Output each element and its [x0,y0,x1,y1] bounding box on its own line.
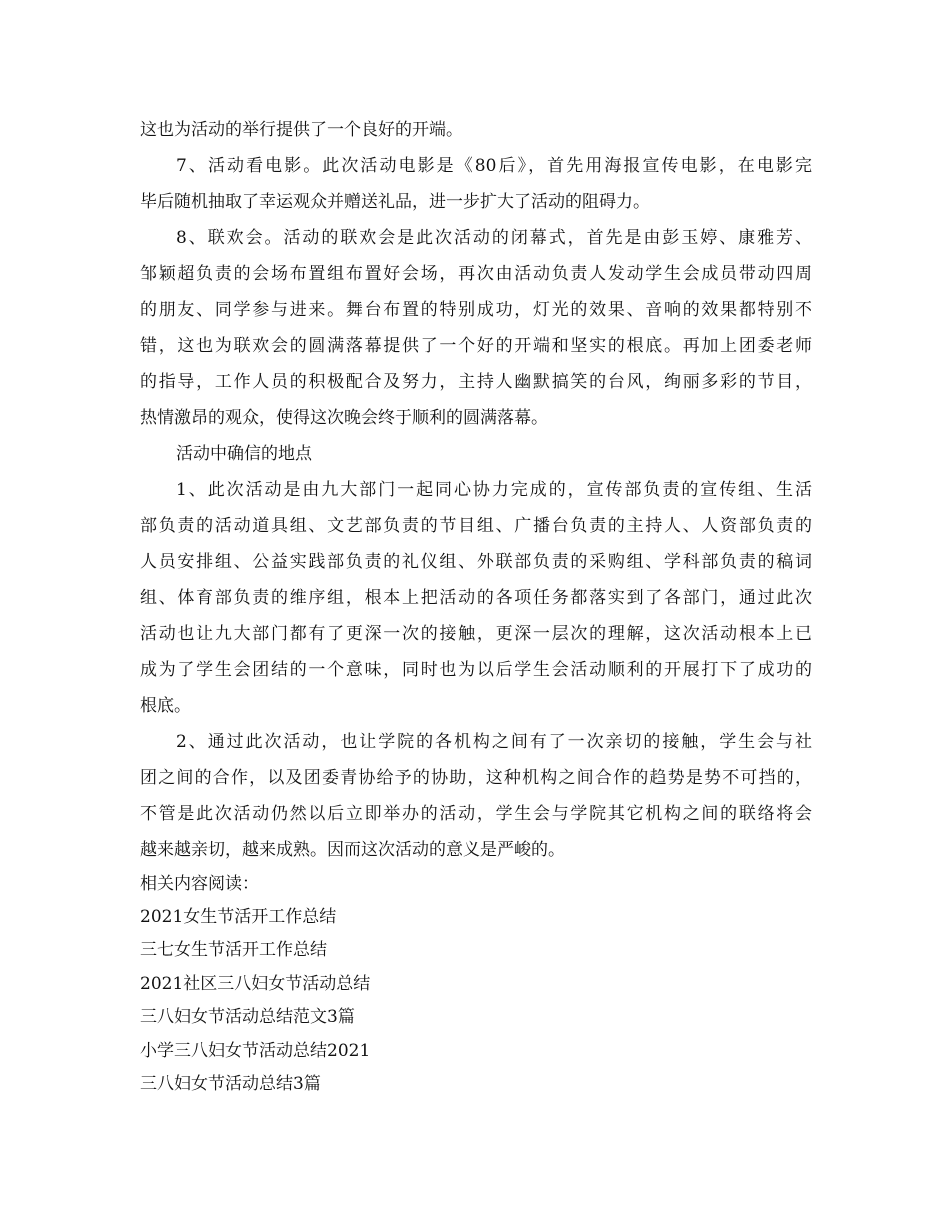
paragraph [140,220,812,436]
related-link[interactable]: 2021社区三八妇女节活动总结 [140,973,371,994]
text-line: 1、此次活动是由九大部门一起同心协力完成的，宣传部负责的宣传组、生活 [176,480,812,500]
text-line: 的指导，工作人员的积极配合及努力，主持人幽默搞笑的台风，绚丽多彩的节目， [140,372,812,392]
related-heading: 相关内容阅读： [140,874,259,894]
related-link[interactable]: 2021女生节活开工作总结 [140,906,337,927]
text-line: 组、体育部负责的维序组，根本上把活动的各项任务都落实到了各部门，通过此次 [140,588,812,608]
paragraph [140,472,812,724]
text-line: 邹颖超负责的会场布置组布置好会场，再次由活动负责人发动学生会成员带动四周 [140,264,812,284]
related-link[interactable]: 三八妇女节活动总结范文3篇 [140,1007,355,1027]
text-line: 不管是此次活动仍然以后立即举办的活动，学生会与学院其它机构之间的联络将会 [140,804,812,824]
paragraph [140,436,812,472]
text-line: 人员安排组、公益实践部负责的礼仪组、外联部负责的采购组、学科部负责的稿词 [140,552,812,572]
paragraph [140,724,812,868]
text-line: 活动中确信的地点 [176,444,312,464]
related-link[interactable]: 三七女生节活开工作总结 [140,940,327,960]
paragraph [140,112,812,148]
text-line: 活动也让九大部门都有了更深一次的接触，更深一层次的理解，这次活动根本上已 [140,624,812,644]
text-line: 8、联欢会。活动的联欢会是此次活动的闭幕式，首先是由彭玉婷、康雅芳、 [176,228,812,248]
text-line: 的朋友、同学参与进来。舞台布置的特别成功，灯光的效果、音响的效果都特别不 [140,300,812,320]
text-line: 越来越亲切，越来成熟。因而这次活动的意义是严峻的。 [140,840,565,860]
text-line: 7、活动看电影。此次活动电影是《80后》，首先用海报宣传电影，在电影完 [176,156,812,176]
related-link[interactable]: 小学三八妇女节活动总结2021 [140,1040,371,1061]
related-link[interactable]: 三八妇女节活动总结3篇 [140,1074,321,1094]
text-line: 这也为活动的举行提供了一个良好的开端。 [140,120,463,140]
text-line: 2、通过此次活动，也让学院的各机构之间有了一次亲切的接触，学生会与社 [176,732,812,752]
related-reading [140,868,812,1102]
paragraph [140,148,812,220]
body-text [140,112,812,868]
text-line: 部负责的活动道具组、文艺部负责的节目组、广播台负责的主持人、人资部负责的 [140,516,812,536]
text-line: 成为了学生会团结的一个意味，同时也为以后学生会活动顺利的开展打下了成功的 [140,660,812,680]
text-line: 根底。 [140,696,191,716]
text-line: 热情激昂的观众，使得这次晚会终于顺利的圆满落幕。 [140,408,548,428]
document-page [140,112,812,1102]
text-line: 团之间的合作，以及团委青协给予的协助，这种机构之间合作的趋势是势不可挡的， [140,768,812,788]
text-line: 毕后随机抽取了幸运观众并赠送礼品，进一步扩大了活动的阻碍力。 [140,192,650,212]
text-line: 错，这也为联欢会的圆满落幕提供了一个好的开端和坚实的根底。再加上团委老师 [140,336,812,356]
